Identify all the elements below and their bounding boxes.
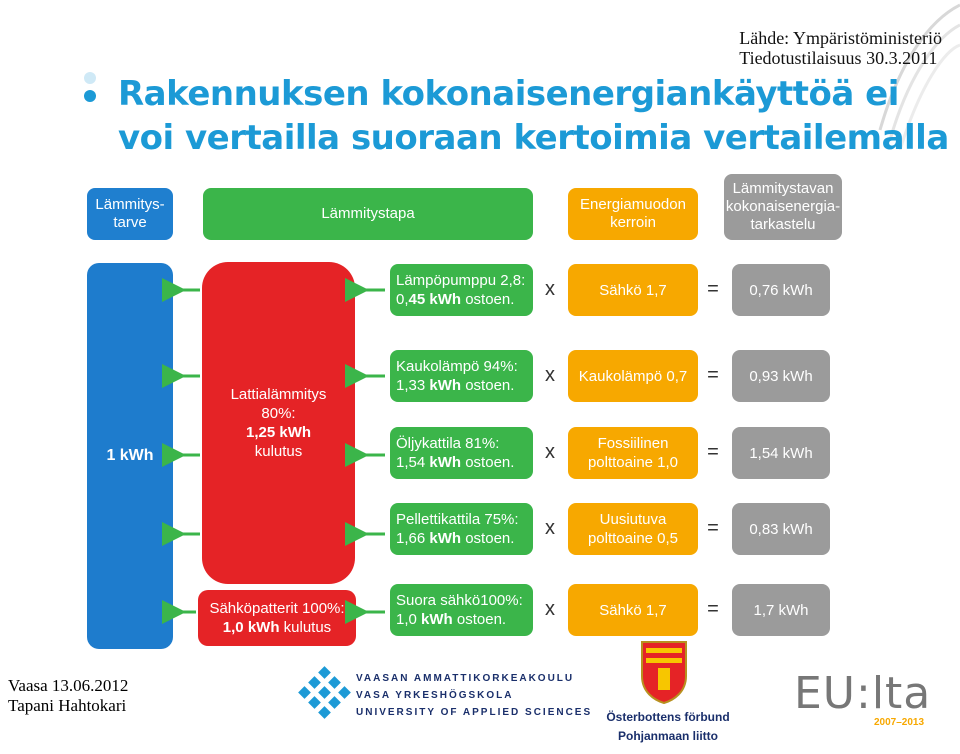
result-pellet-boiler: 0,83 kWh (732, 503, 830, 555)
method-heat-pump: Lämpöpumppu 2,8: 0,45 kWh ostoen. (390, 264, 533, 316)
footer-date-author (8, 676, 128, 716)
header-heating-method: Lämmitystapa (203, 188, 533, 240)
equals-sign: = (707, 278, 719, 300)
header-energy-factor: Energiamuodon kerroin (568, 188, 698, 240)
factor-renewable-fuel: Uusiutuva polttoaine 0,5 (568, 503, 698, 555)
floor-heating-box: Lattialämmitys 80%: 1,25 kWh kulutus (202, 262, 355, 584)
equals-sign: = (707, 364, 719, 386)
factor-electricity: Sähkö 1,7 (568, 584, 698, 636)
equals-sign: = (707, 517, 719, 539)
result-oil-boiler: 1,54 kWh (732, 427, 830, 479)
factor-district-heating: Kaukolämpö 0,7 (568, 350, 698, 402)
multiply-sign: x (545, 441, 555, 463)
header-heating-demand: Lämmitys- tarve (87, 188, 173, 240)
title-line-1: Rakennuksen kokonaisenergiankäyttöä ei (118, 74, 899, 114)
equals-sign: = (707, 598, 719, 620)
osterbotten-logo-text: Österbottens förbund Pohjanmaan liitto (606, 710, 730, 743)
vamk-logo-text: VAASAN AMMATTIKORKEAKOULU VASA YRKESHÖGSKOLA UNIVERSITY OF APPLIED SCIENCES (356, 673, 593, 718)
result-heat-pump: 0,76 kWh (732, 264, 830, 316)
eu-logo-years: 2007–2013 (874, 717, 925, 728)
electric-radiators-box: Sähköpatterit 100%: 1,0 kWh kulutus (198, 590, 356, 646)
eu-logo: EU:lta (794, 668, 932, 719)
method-oil-boiler: Öljykattila 81%: 1,54 kWh ostoen. (390, 427, 533, 479)
factor-electricity: Sähkö 1,7 (568, 264, 698, 316)
source-line-1: Lähde: Ympäristöministeriö (739, 28, 942, 48)
coat-of-arms-icon (640, 640, 688, 704)
multiply-sign: x (545, 598, 555, 620)
result-district-heating: 0,93 kWh (732, 350, 830, 402)
result-direct-electric: 1,7 kWh (732, 584, 830, 636)
multiply-sign: x (545, 278, 555, 300)
multiply-sign: x (545, 364, 555, 386)
method-pellet-boiler: Pellettikattila 75%: 1,66 kWh ostoen. (390, 503, 533, 555)
demand-value: 1 kWh (106, 447, 154, 464)
title-line-2: voi vertailla suoraan kertoimia vertailemalla (118, 118, 949, 158)
source-line-2: Tiedotustilaisuus 30.3.2011 (739, 48, 938, 68)
multiply-sign: x (545, 517, 555, 539)
method-direct-electric: Suora sähkö100%: 1,0 kWh ostoen. (390, 584, 533, 636)
header-total-energy: Lämmitystavan kokonaisenergia- tarkastelu (724, 174, 842, 240)
equals-sign: = (707, 441, 719, 463)
factor-fossil-fuel: Fossiilinen polttoaine 1,0 (568, 427, 698, 479)
footer-date: Vaasa 13.06.2012 (8, 676, 129, 695)
method-district-heating: Kaukolämpö 94%: 1,33 kWh ostoen. (390, 350, 533, 402)
footer-author: Tapani Hahtokari (8, 696, 127, 715)
vamk-logo-icon (298, 666, 352, 720)
